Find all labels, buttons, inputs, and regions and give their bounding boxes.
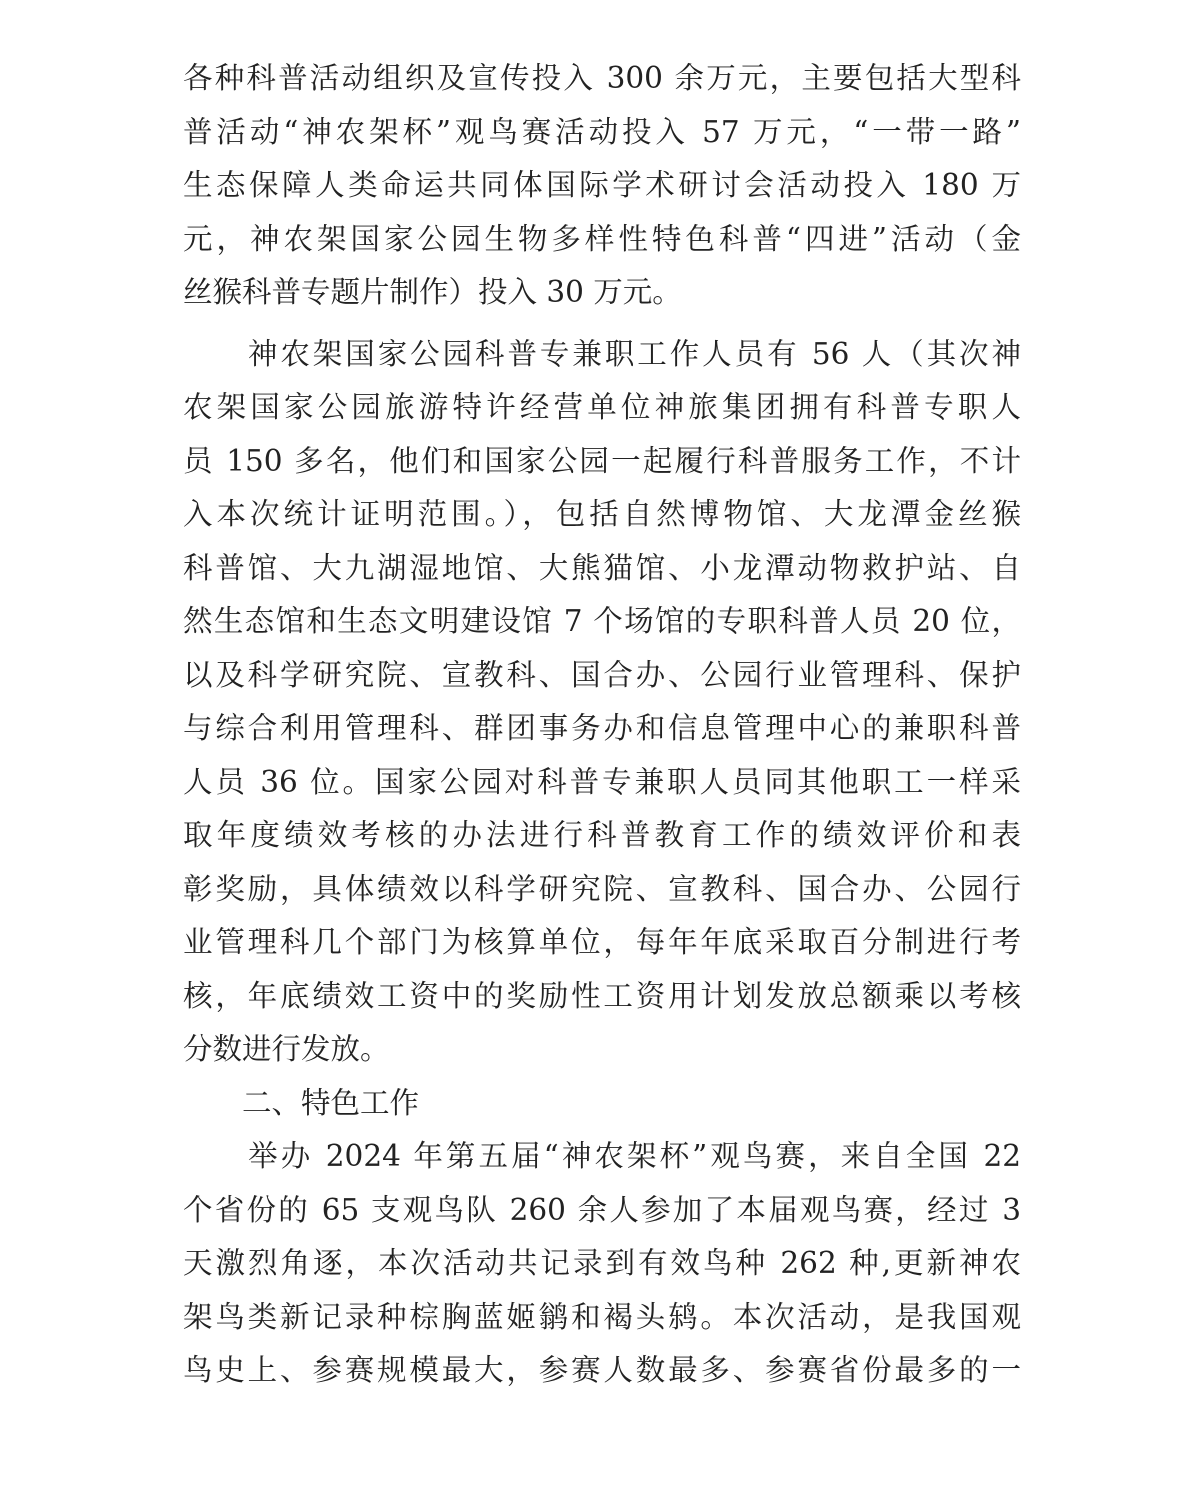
text-line: 鸟史上、参赛规模最大，参赛人数最多、参赛省份最多的一	[183, 1353, 1021, 1387]
text-line: 分数进行发放。	[183, 1032, 390, 1066]
text-line: 入本次统计证明范围。），包括自然博物馆、大龙潭金丝猴	[183, 497, 1021, 531]
text-line: 生态保障人类命运共同体国际学术研讨会活动投入 180 万	[183, 168, 1021, 202]
text-line: 业管理科几个部门为核算单位，每年年底采取百分制进行考	[183, 925, 1021, 959]
paragraph-staff	[183, 328, 1021, 1077]
text-line: 丝猴科普专题片制作）投入 30 万元。	[183, 275, 682, 309]
paragraph-funding	[183, 52, 1021, 320]
text-line: 个省份的 65 支观鸟队 260 余人参加了本届观鸟赛，经过 3	[183, 1192, 1021, 1227]
text-line: 以及科学研究院、宣教科、国合办、公园行业管理科、保护	[183, 657, 1021, 692]
text-line: 员 150 多名，他们和国家公园一起履行科普服务工作，不计	[183, 443, 1021, 478]
section-heading	[183, 1077, 1021, 1131]
document-page	[183, 52, 1021, 1398]
text-line: 普活动“神农架杯”观鸟赛活动投入 57 万元，“一带一路”	[183, 114, 1021, 149]
text-line: 举办 2024 年第五届“神农架杯”观鸟赛，来自全国 22	[183, 1139, 1021, 1173]
text-line: 人员 36 位。国家公园对科普专兼职人员同其他职工一样采	[183, 764, 1021, 799]
text-line: 然生态馆和生态文明建设馆 7 个场馆的专职科普人员 20 位，	[183, 604, 1021, 638]
text-line: 彰奖励，具体绩效以科学研究院、宣教科、国合办、公园行	[183, 871, 1021, 906]
text-line: 核，年底绩效工资中的奖励性工资用计划发放总额乘以考核	[183, 978, 1021, 1013]
section-heading-text: 二、特色工作	[183, 1085, 420, 1120]
text-line: 农架国家公园旅游特许经营单位神旅集团拥有科普专职人	[183, 390, 1021, 424]
text-line: 科普馆、大九湖湿地馆、大熊猫馆、小龙潭动物救护站、自	[183, 550, 1021, 585]
text-line: 天激烈角逐，本次活动共记录到有效鸟种 262 种,更新神农	[183, 1246, 1021, 1280]
text-line: 架鸟类新记录种棕胸蓝姬鹟和褐头鸫。本次活动，是我国观	[183, 1299, 1021, 1334]
paragraph-spacer	[183, 320, 1021, 328]
text-line: 元，神农架国家公园生物多样性特色科普“四进”活动（金	[183, 221, 1021, 256]
text-line: 取年度绩效考核的办法进行科普教育工作的绩效评价和表	[183, 818, 1021, 852]
paragraph-birdwatch	[183, 1130, 1021, 1398]
text-line: 与综合利用管理科、群团事务办和信息管理中心的兼职科普	[183, 711, 1021, 745]
text-line: 各种科普活动组织及宣传投入 300 余万元，主要包括大型科	[183, 61, 1021, 95]
text-line: 神农架国家公园科普专兼职工作人员有 56 人（其次神	[183, 336, 1021, 371]
